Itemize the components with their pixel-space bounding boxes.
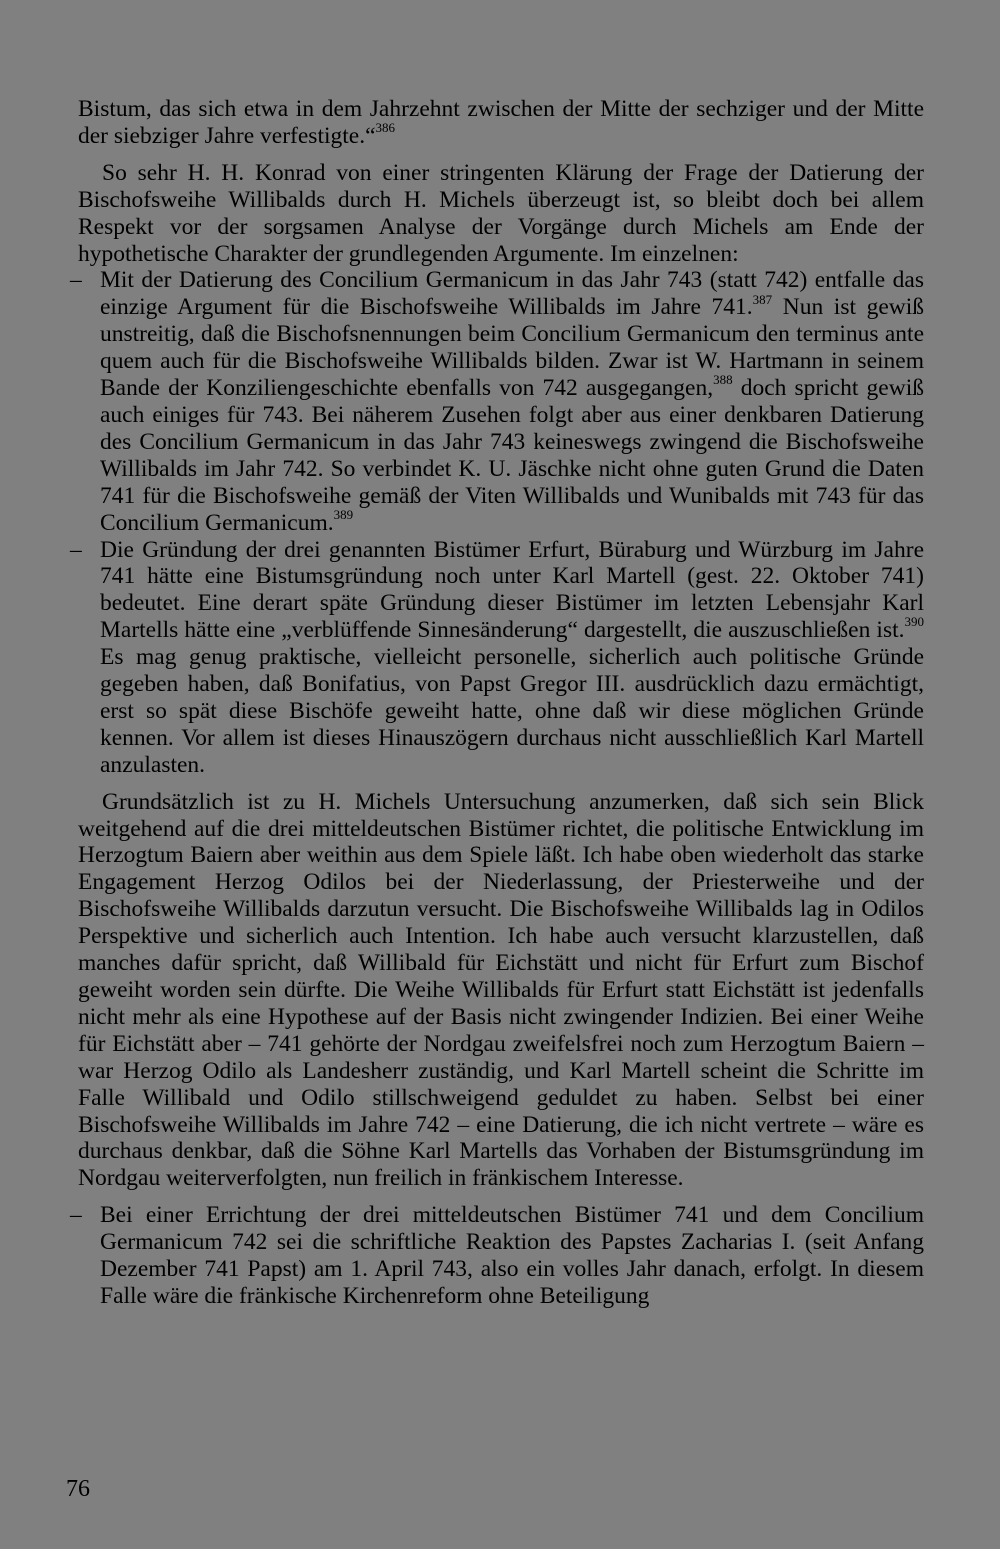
list-item-text: Nun ist gewiß unstreitig, daß die Bischofsnennungen beim Concilium Germanicum den terminus ante quem auch für die Bischofsweihe Willibalds bilden. Zwar ist W. Hartmann in seinem Bande der Konziliengeschichte ebenfalls von 742 ausgegangen,: [100, 294, 925, 402]
dash-marker: –: [70, 267, 82, 294]
list-item-text: doch spricht gewiß auch einiges für 743. Bei näherem Zusehen folgt aber aus einer denkbaren Datierung des Concilium Germanicum in das Jahr 743 keineswegs zwingend die Bischofsweihe Willibalds im Jahr 742. So verbindet K. U. Jäschke nicht ohne guten Grund die Daten 741 für die Bischofsweihe gemäß der Viten Willibalds und Wunibalds mit 743 für das Concilium Germanicum.: [100, 375, 924, 536]
list-item-text: Es mag genug praktische, vielleicht personelle, sicherlich auch politische Gründe gegeben haben, daß Bonifatius, von Papst Gregor III. ausdrücklich dazu ermächtigt, erst so spät diese Bischöfe geweiht hatte, ohne daß wir diese möglichen Gründe kennen. Vor allem ist dieses Hinauszögern durchaus nicht ausschließlich Karl Martell anzulasten.: [100, 644, 924, 778]
paragraph: [78, 789, 924, 1193]
list-item: [70, 267, 925, 536]
page-number: 76: [66, 1476, 90, 1502]
paragraph-text: Grundsätzlich ist zu H. Michels Untersuchung anzumerken, daß sich sein Blick weitgehend auf die drei mitteldeutschen Bistümer richtet, die politische Entwicklung im Herzogtum Baiern aber weithin aus dem Spiele läßt. Ich habe oben wiederholt das starke Engagement Herzog Odilos bei der Niederlassung, der Priesterweihe und der Bischofsweihe Willibalds darzutun versucht. Die Bischofsweihe Willibalds lag in Odilos Perspektive und sicherlich auch Intention. Ich habe auch versucht klarzustellen, daß manches dafür spricht, daß Willibald für Eichstätt und nicht für Erfurt zum Bischof geweiht worden sein dürfte. Die Weihe Willibalds für Erfurt statt Eichstätt ist jedenfalls nicht mehr als eine Hypothese auf der Basis nicht zwingender Indizien. Bei einer Weihe für Eichstätt aber – 741 gehörte der Nordgau zweifelsfrei noch zum Herzogtum Baiern – war Herzog Odilo als Landesherr zuständig, und Karl Martell scheint die Schritte im Falle Willibald und Odilo stillschweigend geduldet zu haben. Selbst bei einer Bischofsweihe Willibalds im Jahre 742 – eine Datierung, die ich nicht vertrete – wäre es durchaus denkbar, daß die Söhne Karl Martells das Vorhaben der Bistumsgründung im Nordgau weiterverfolgten, nun freilich in fränkischem Interesse.: [78, 788, 924, 1192]
footnote-ref: 390: [904, 614, 924, 630]
paragraph: [78, 160, 924, 268]
paragraph-text: So sehr H. H. Konrad von einer stringenten Klärung der Frage der Datierung der Bischofsweihe Willibalds durch H. Michels überzeugt ist, so bleibt doch bei allem Respekt vor der sorgsamen Analyse der Vorgänge durch Michels am Ende der hypothetische Charakter der grundlegenden Argumente. Im einzelnen:: [78, 159, 924, 267]
footnote-ref: 386: [375, 120, 396, 136]
dash-marker: –: [70, 536, 82, 563]
list-item-text: Mit der Datierung des Concilium Germanicum in das Jahr 743 (statt 742) entfalle das einzige Argument für die Bischofsweihe Willibalds im Jahre 741.: [100, 267, 924, 321]
paragraph-text: Bistum, das sich etwa in dem Jahrzehnt zwischen der Mitte der sechziger und der Mitte der siebziger Jahre verfestigte.“: [78, 96, 924, 149]
footnote-ref: 389: [333, 506, 354, 522]
page-text: [70, 96, 925, 1310]
list-item-text: Bei einer Errichtung der drei mitteldeutschen Bistümer 741 und dem Concilium Germanicum 742 sei die schriftliche Reaktion des Papstes Zacharias I. (seit Anfang Dezember 741 Papst) am 1. April 743, also ein volles Jahr danach, erfolgt. In diesem Falle wäre die fränkische Kirchenreform ohne Beteiligung: [100, 1202, 924, 1309]
footnote-ref: 388: [713, 372, 733, 388]
list-item-text: Die Gründung der drei genannten Bistümer Erfurt, Büraburg und Würzburg im Jahre 741 hätte eine Bistumsgründung noch unter Karl Martell (gest. 22. Oktober 741) bedeutet. Eine derart späte Gründung dieser Bistümer im letzten Lebensjahr Karl Martells hätte eine „verblüffende Sinnesänderung“ dargestellt, die auszuschließen ist.: [100, 536, 924, 644]
paragraph-continuation: [78, 96, 924, 150]
dash-marker: –: [70, 1202, 82, 1229]
footnote-ref: 387: [752, 291, 773, 307]
list-item: [70, 536, 924, 779]
list-item: [70, 1202, 924, 1310]
